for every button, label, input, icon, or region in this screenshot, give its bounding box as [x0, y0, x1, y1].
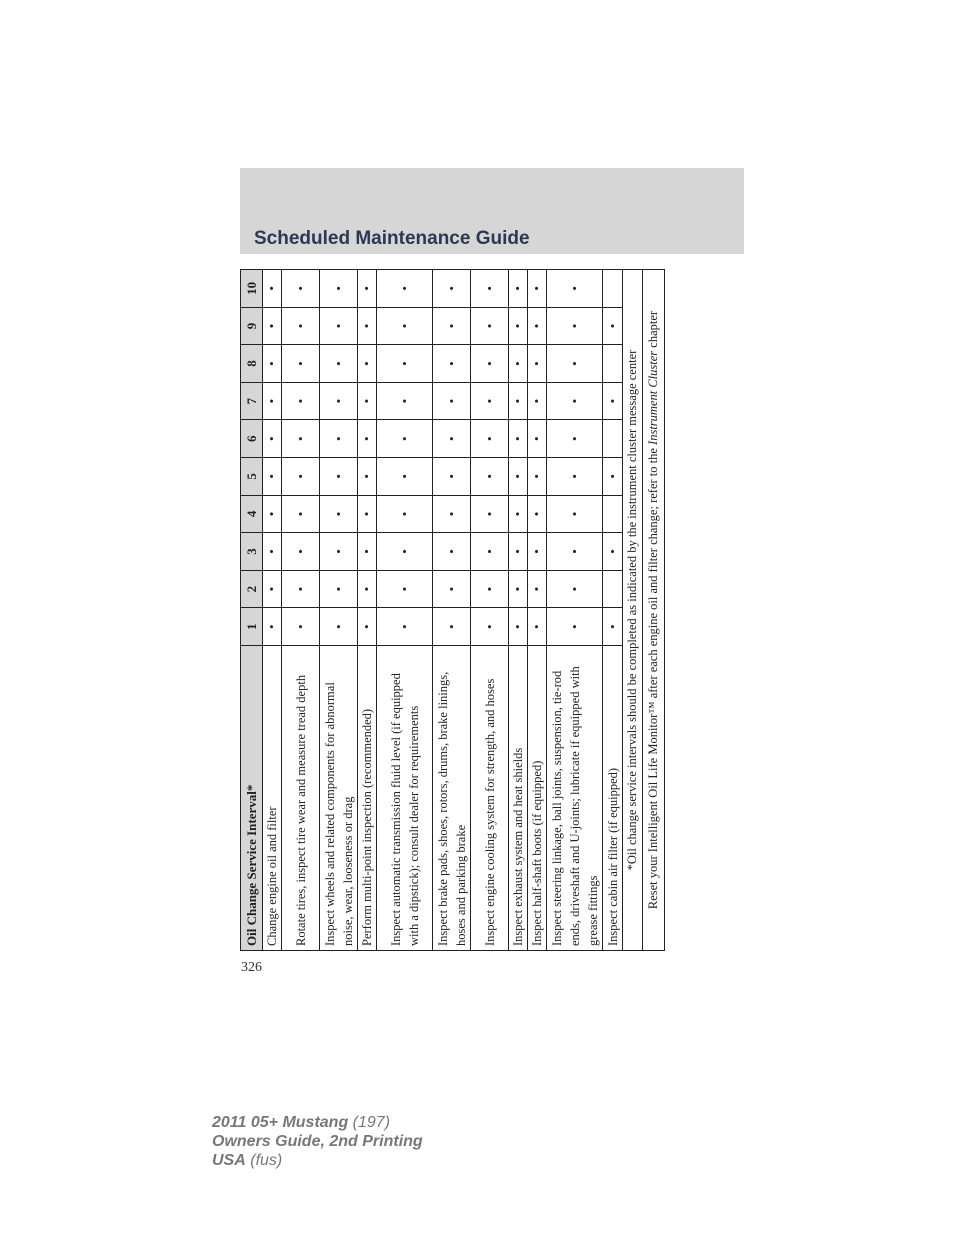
service-item: Inspect exhaust system and heat shields [509, 646, 528, 951]
interval-mark: • [320, 570, 358, 608]
service-item: Inspect wheels and related components for abnormal noise, wear, looseness or drag [320, 646, 358, 951]
reset-note [643, 270, 665, 951]
table-footnote: *Oil change service intervals should be completed as indicated by the instrument cluster message center [623, 270, 643, 951]
interval-mark: • [528, 420, 547, 458]
interval-mark: • [509, 458, 528, 496]
interval-mark: • [377, 570, 433, 608]
interval-mark: • [377, 533, 433, 571]
interval-mark: • [282, 458, 320, 496]
table-row [528, 270, 547, 951]
interval-mark: • [547, 345, 603, 383]
interval-mark: • [282, 608, 320, 646]
interval-mark: • [320, 345, 358, 383]
interval-mark: • [603, 533, 623, 571]
interval-mark: • [528, 533, 547, 571]
table-row [509, 270, 528, 951]
interval-mark [603, 495, 623, 533]
interval-mark: • [471, 495, 509, 533]
interval-mark: • [263, 570, 282, 608]
service-item: Inspect automatic transmission fluid level (if equipped with a dipstick); consult dealer for requirements [377, 646, 433, 951]
service-item: Inspect engine cooling system for strength, and hoses [471, 646, 509, 951]
interval-mark: • [320, 420, 358, 458]
interval-mark: • [320, 458, 358, 496]
interval-mark: • [433, 382, 471, 420]
table-row [358, 270, 377, 951]
interval-header: 1 [241, 608, 263, 646]
maintenance-table-rotated [240, 270, 662, 951]
interval-mark: • [282, 345, 320, 383]
table-row [320, 270, 358, 951]
interval-mark: • [263, 345, 282, 383]
interval-mark: • [377, 608, 433, 646]
footer-model-code: (197) [352, 1114, 391, 1131]
interval-mark: • [547, 570, 603, 608]
interval-mark: • [282, 420, 320, 458]
footer-market: USA [212, 1152, 246, 1169]
interval-mark: • [509, 420, 528, 458]
interval-header: 2 [241, 570, 263, 608]
interval-header: 9 [241, 307, 263, 345]
interval-mark: • [471, 458, 509, 496]
header-band [240, 168, 744, 254]
interval-mark: • [603, 382, 623, 420]
interval-mark: • [263, 458, 282, 496]
interval-mark: • [471, 420, 509, 458]
interval-mark: • [282, 307, 320, 345]
interval-mark: • [547, 458, 603, 496]
interval-mark: • [377, 270, 433, 308]
interval-mark: • [320, 533, 358, 571]
table-header-row [241, 270, 263, 951]
interval-mark: • [433, 458, 471, 496]
interval-mark: • [433, 495, 471, 533]
interval-mark: • [471, 608, 509, 646]
interval-mark: • [509, 533, 528, 571]
interval-header: 4 [241, 495, 263, 533]
footnote-row [623, 270, 643, 951]
reset-note-italic: Instrument Cluster [646, 350, 660, 445]
interval-mark: • [358, 533, 377, 571]
interval-mark: • [320, 270, 358, 308]
interval-mark: • [358, 608, 377, 646]
table-heading: Oil Change Service Interval* [241, 646, 263, 951]
interval-mark: • [433, 270, 471, 308]
interval-mark: • [509, 570, 528, 608]
interval-mark: • [433, 608, 471, 646]
interval-mark: • [263, 608, 282, 646]
interval-header: 8 [241, 345, 263, 383]
interval-mark: • [528, 608, 547, 646]
service-item: Perform multi-point inspection (recommended) [358, 646, 377, 951]
service-item: Inspect cabin air filter (if equipped) [603, 646, 623, 951]
interval-mark: • [528, 382, 547, 420]
interval-header: 3 [241, 533, 263, 571]
interval-mark [603, 420, 623, 458]
interval-mark: • [320, 608, 358, 646]
interval-mark: • [282, 533, 320, 571]
reset-row [643, 270, 665, 951]
interval-mark: • [509, 382, 528, 420]
interval-mark: • [377, 458, 433, 496]
table-row [282, 270, 320, 951]
interval-mark [603, 270, 623, 308]
interval-mark: • [263, 382, 282, 420]
interval-mark: • [377, 420, 433, 458]
interval-header: 7 [241, 382, 263, 420]
service-item: Inspect half-shaft boots (if equipped) [528, 646, 547, 951]
footer-model: 2011 05+ Mustang [212, 1114, 349, 1131]
service-item: Rotate tires, inspect tire wear and measure tread depth [282, 646, 320, 951]
interval-mark: • [433, 345, 471, 383]
interval-header: 6 [241, 420, 263, 458]
interval-mark: • [471, 533, 509, 571]
interval-mark: • [358, 495, 377, 533]
service-item: Inspect steering linkage, ball joints, suspension, tie-rod ends, driveshaft and U-joints; lubricate if equipped with grease fittings [547, 646, 603, 951]
interval-mark: • [377, 345, 433, 383]
table-row [433, 270, 471, 951]
interval-mark: • [358, 270, 377, 308]
table-row [603, 270, 623, 951]
interval-mark: • [603, 608, 623, 646]
interval-mark: • [547, 608, 603, 646]
interval-mark [603, 345, 623, 383]
interval-mark: • [528, 495, 547, 533]
interval-mark: • [263, 495, 282, 533]
interval-mark: • [471, 570, 509, 608]
interval-mark: • [358, 345, 377, 383]
interval-mark: • [509, 307, 528, 345]
interval-mark: • [263, 533, 282, 571]
interval-mark: • [471, 307, 509, 345]
interval-mark: • [282, 270, 320, 308]
interval-header: 10 [241, 270, 263, 308]
interval-mark: • [528, 270, 547, 308]
interval-mark: • [433, 307, 471, 345]
interval-mark: • [320, 307, 358, 345]
interval-mark: • [471, 270, 509, 308]
interval-mark: • [528, 458, 547, 496]
interval-mark: • [547, 382, 603, 420]
interval-mark: • [509, 345, 528, 383]
interval-mark: • [263, 420, 282, 458]
interval-mark [603, 570, 623, 608]
table-row [263, 270, 282, 951]
footer-market-code: (fus) [250, 1152, 283, 1169]
interval-mark: • [358, 382, 377, 420]
reset-note-prefix: Reset your Intelligent Oil Life Monitor™ after each engine oil and filter change; refer to the [646, 444, 660, 910]
interval-mark: • [433, 570, 471, 608]
page-title: Scheduled Maintenance Guide [254, 228, 530, 249]
interval-mark: • [433, 533, 471, 571]
interval-mark: • [509, 608, 528, 646]
interval-mark: • [603, 458, 623, 496]
interval-mark: • [509, 495, 528, 533]
interval-mark: • [471, 382, 509, 420]
interval-mark: • [320, 495, 358, 533]
interval-mark: • [471, 345, 509, 383]
interval-mark: • [358, 420, 377, 458]
table-row [547, 270, 603, 951]
interval-mark: • [547, 420, 603, 458]
service-item: Inspect brake pads, shoes, rotors, drums, brake linings, hoses and parking brake [433, 646, 471, 951]
interval-mark: • [547, 307, 603, 345]
table-body [263, 270, 623, 951]
interval-mark: • [358, 458, 377, 496]
interval-mark: • [282, 495, 320, 533]
table-row [377, 270, 433, 951]
reset-note-suffix: chapter [646, 310, 660, 351]
interval-mark: • [603, 307, 623, 345]
interval-mark: • [377, 495, 433, 533]
interval-mark: • [547, 533, 603, 571]
interval-mark: • [547, 270, 603, 308]
page-number: 326 [241, 960, 262, 975]
interval-mark: • [377, 382, 433, 420]
interval-mark: • [263, 307, 282, 345]
document-footer [212, 1113, 423, 1170]
interval-mark: • [358, 570, 377, 608]
interval-mark: • [282, 382, 320, 420]
table-row [471, 270, 509, 951]
interval-mark: • [320, 382, 358, 420]
interval-mark: • [263, 270, 282, 308]
service-item: Change engine oil and filter [263, 646, 282, 951]
interval-mark: • [528, 345, 547, 383]
maintenance-table [240, 269, 665, 951]
interval-mark: • [377, 307, 433, 345]
interval-mark: • [547, 495, 603, 533]
interval-mark: • [358, 307, 377, 345]
interval-mark: • [509, 270, 528, 308]
interval-mark: • [282, 570, 320, 608]
interval-mark: • [433, 420, 471, 458]
footer-guide: Owners Guide, 2nd Printing [212, 1133, 423, 1150]
interval-mark: • [528, 570, 547, 608]
interval-mark: • [528, 307, 547, 345]
interval-header: 5 [241, 458, 263, 496]
